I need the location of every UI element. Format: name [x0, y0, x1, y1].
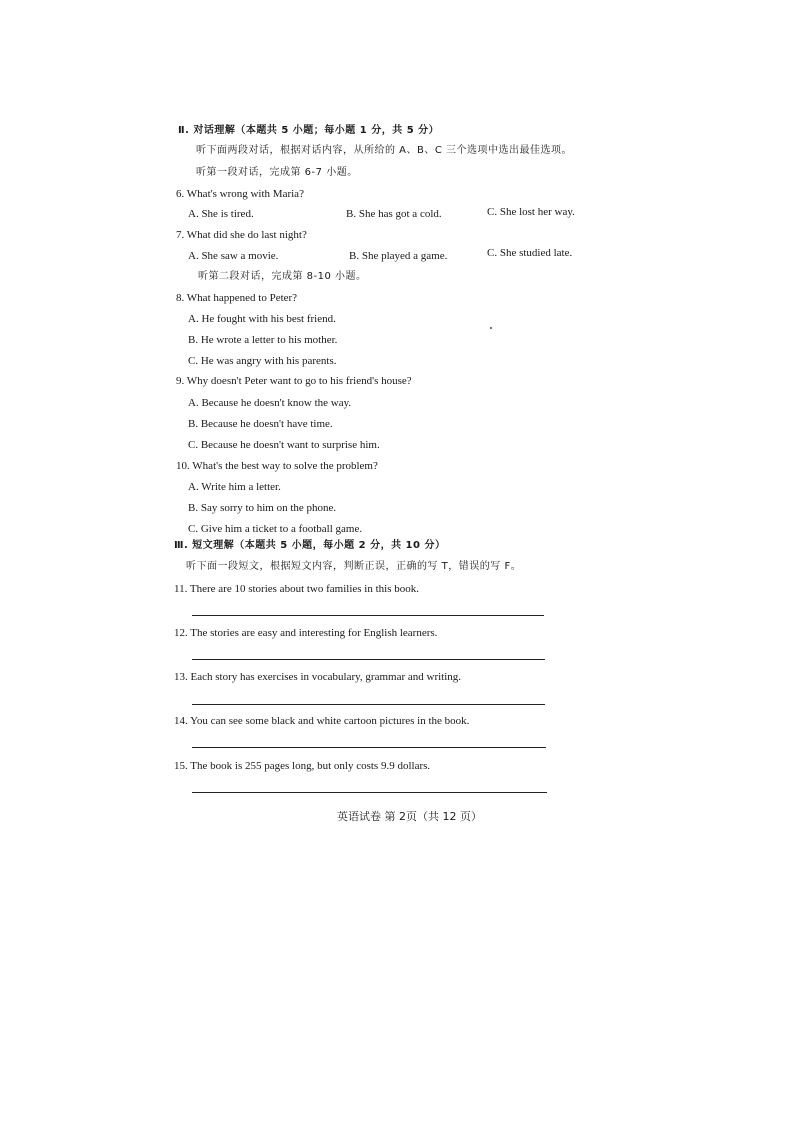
question-7-option-a: A. She saw a movie. [188, 250, 279, 262]
question-11-statement: 11. There are 10 stories about two families in this book. [174, 583, 420, 595]
question-15-statement: 15. The book is 255 pages long, but only costs 9.9 dollars. [174, 760, 431, 772]
section-2-heading: Ⅱ. 对话理解（本题共 5 小题；每小题 1 分，共 5 分） [178, 125, 440, 136]
question-6-stem: 6. What's wrong with Maria? [176, 188, 304, 200]
question-9-option-a: A. Because he doesn't know the way. [188, 397, 352, 409]
question-7-stem: 7. What did she do last night? [176, 229, 307, 241]
page-footer: 英语试卷 第 2页（共 12 页） [337, 810, 482, 823]
question-10-stem: 10. What's the best way to solve the problem? [176, 460, 378, 472]
question-8-option-a: A. He fought with his best friend. [188, 313, 336, 325]
question-12-statement: 12. The stories are easy and interesting for English learners. [174, 627, 438, 639]
question-8-option-c: C. He was angry with his parents. [188, 355, 337, 367]
question-10-option-a: A. Write him a letter. [188, 481, 281, 493]
question-15-answer-line[interactable] [192, 792, 547, 793]
question-14-answer-line[interactable] [192, 747, 546, 748]
section-2-sub2: 听第二段对话，完成第 8-10 小题。 [198, 271, 367, 282]
question-14-statement: 14. You can see some black and white cartoon pictures in the book. [174, 715, 470, 727]
question-10-option-b: B. Say sorry to him on the phone. [188, 502, 337, 514]
question-8-stem: 8. What happened to Peter? [176, 292, 298, 304]
question-9-stem: 9. Why doesn't Peter want to go to his friend's house? [176, 375, 412, 387]
question-11-answer-line[interactable] [192, 615, 544, 616]
question-6-option-c: C. She lost her way. [487, 206, 575, 218]
section-3-instruction: 听下面一段短文，根据短文内容，判断正误，正确的写 T，错误的写 F。 [186, 561, 522, 572]
question-13-statement: 13. Each story has exercises in vocabulary, grammar and writing. [174, 671, 462, 683]
question-9-option-b: B. Because he doesn't have time. [188, 418, 333, 430]
question-7-option-c: C. She studied late. [487, 247, 573, 259]
section-2-instruction: 听下面两段对话，根据对话内容，从所给的 A、B、C 三个选项中选出最佳选项。 [196, 145, 573, 156]
question-9-option-c: C. Because he doesn't want to surprise him. [188, 439, 380, 451]
question-8-option-b: B. He wrote a letter to his mother. [188, 334, 338, 346]
scan-speck [490, 327, 492, 329]
question-6-option-a: A. She is tired. [188, 208, 254, 220]
section-3-heading: Ⅲ. 短文理解（本题共 5 小题，每小题 2 分，共 10 分） [174, 540, 446, 551]
question-7-option-b: B. She played a game. [349, 250, 448, 262]
question-12-answer-line[interactable] [192, 659, 545, 660]
question-13-answer-line[interactable] [192, 704, 545, 705]
question-6-option-b: B. She has got a cold. [346, 208, 442, 220]
section-2-sub1: 听第一段对话，完成第 6-7 小题。 [196, 167, 358, 178]
question-10-option-c: C. Give him a ticket to a football game. [188, 523, 363, 535]
